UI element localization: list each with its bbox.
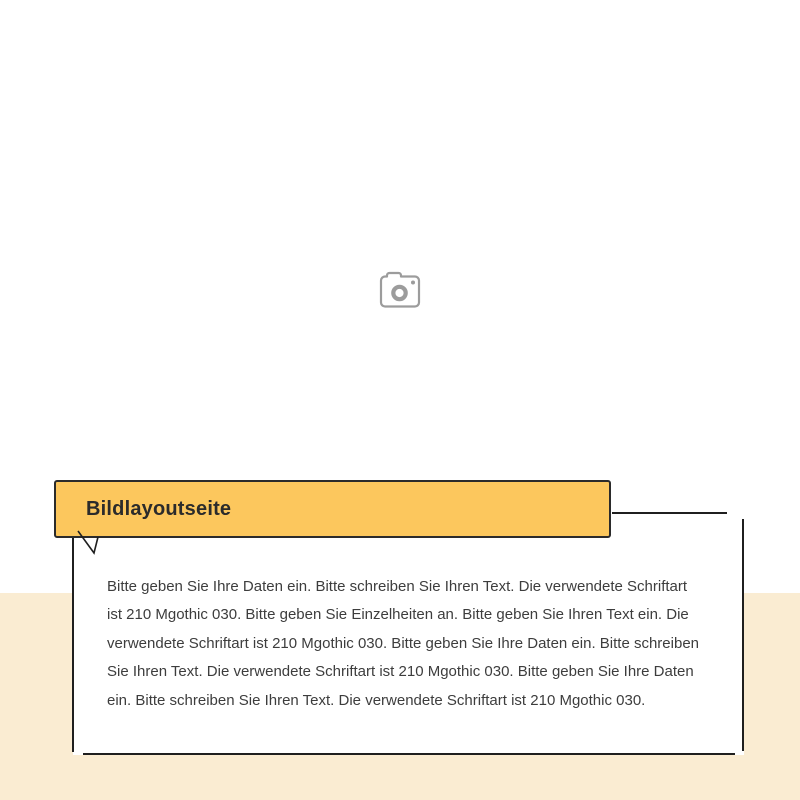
image-placeholder[interactable]: [379, 271, 421, 309]
body-text-line: Sie Ihren Text. Die verwendete Schriftart ist 210 Mgothic 030. Bitte geben Sie Ihre Daten: [107, 663, 694, 681]
title-callout[interactable]: [54, 480, 611, 538]
content-box-border-left: [72, 537, 74, 752]
content-box-border-top: [612, 512, 727, 514]
camera-icon: [379, 271, 421, 309]
content-box-border-right: [742, 519, 744, 751]
callout-tail: [68, 526, 108, 560]
body-text-block[interactable]: [107, 573, 699, 715]
content-box-border-bottom: [83, 753, 735, 755]
page-title: Bildlayoutseite: [86, 497, 232, 520]
body-text-line: ein. Bitte schreiben Sie Ihren Text. Die verwendete Schriftart ist 210 Mgothic 030.: [107, 691, 646, 709]
body-text-line: Bitte geben Sie Ihre Daten ein. Bitte schreiben Sie Ihren Text. Die verwendete Schriftart: [107, 578, 688, 595]
body-text-line: verwendete Schriftart ist 210 Mgothic 030. Bitte geben Sie Ihre Daten ein. Bitte schreiben: [107, 634, 700, 652]
body-text-line: ist 210 Mgothic 030. Bitte geben Sie Einzelheiten an. Bitte geben Sie Ihren Text ein. Die: [107, 606, 689, 624]
